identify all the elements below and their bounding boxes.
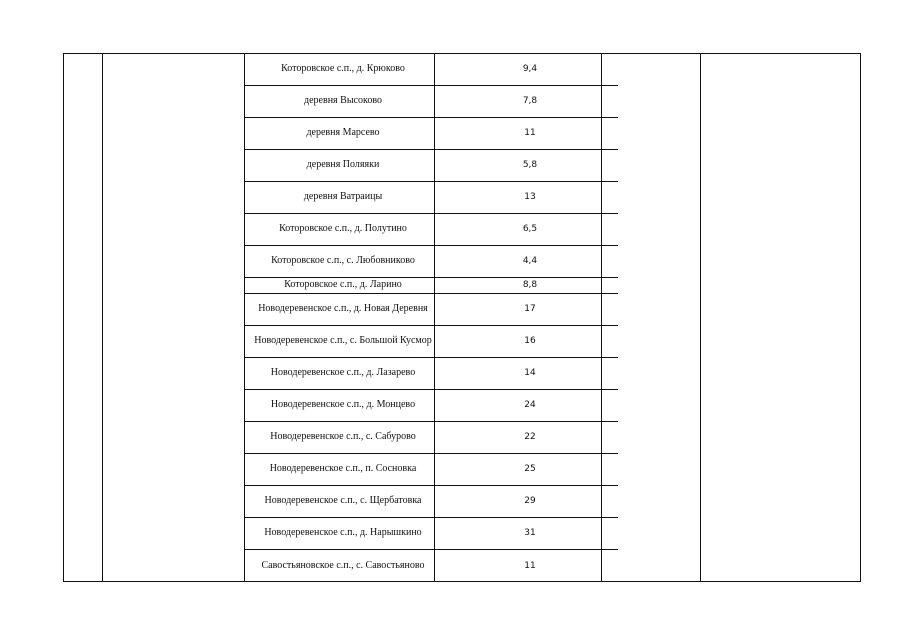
settlement-name: Новодеревенское с.п., д. Лазарево [244,357,442,389]
settlement-name: деревня Поляяки [244,149,442,181]
distance-value: 11 [442,117,618,149]
distance-value: 29 [442,485,618,517]
table-row [244,277,618,293]
distance-value: 8,8 [442,277,618,293]
settlement-name: Которовское с.п., с. Любовниково [244,245,442,277]
table-row [244,325,618,357]
distance-value: 7,8 [442,85,618,117]
table-row [244,485,618,517]
table-row [244,421,618,453]
settlement-name: Новодеревенское с.п., д. Монцево [244,389,442,421]
settlement-name: деревня Высоково [244,85,442,117]
settlement-name: Новодеревенское с.п., с. Большой Кусмор [244,325,442,357]
settlement-name: Которовское с.п., д. Ларино [244,277,442,293]
distance-value: 13 [442,181,618,213]
distance-value: 24 [442,389,618,421]
settlement-name: Новодеревенское с.п., п. Сосновка [244,453,442,485]
settlement-name: Новодеревенское с.п., д. Нарышкино [244,517,442,549]
distance-value: 4,4 [442,245,618,277]
settlement-name: Которовское с.п., д. Полутино [244,213,442,245]
distance-value: 22 [442,421,618,453]
settlement-name: Новодеревенское с.п., с. Щербатовка [244,485,442,517]
settlement-name: Савостьяновское с.п., с. Савостьяново [244,549,442,582]
table-row [244,389,618,421]
table-row [244,293,618,325]
table-row [244,117,618,149]
settlements-table [244,53,618,582]
table-row [244,549,618,582]
settlement-name: Новодеревенское с.п., с. Сабурово [244,421,442,453]
table-row [244,85,618,117]
table-row [244,53,618,85]
column-divider [700,53,701,582]
column-divider [102,53,103,582]
distance-value: 5,8 [442,149,618,181]
distance-value: 14 [442,357,618,389]
distance-value: 17 [442,293,618,325]
settlement-name: деревня Ватраицы [244,181,442,213]
table-row [244,181,618,213]
table-row [244,213,618,245]
distance-value: 25 [442,453,618,485]
distance-value: 9,4 [442,53,618,85]
table-row [244,149,618,181]
settlement-name: деревня Марсево [244,117,442,149]
distance-value: 31 [442,517,618,549]
distance-value: 11 [442,549,618,582]
settlement-name: Которовское с.п., д. Крюково [244,53,442,85]
distance-value: 16 [442,325,618,357]
table-row [244,357,618,389]
table-row [244,517,618,549]
table-row [244,245,618,277]
table-row [244,453,618,485]
settlement-name: Новодеревенское с.п., д. Новая Деревня [244,293,442,325]
distance-value: 6,5 [442,213,618,245]
